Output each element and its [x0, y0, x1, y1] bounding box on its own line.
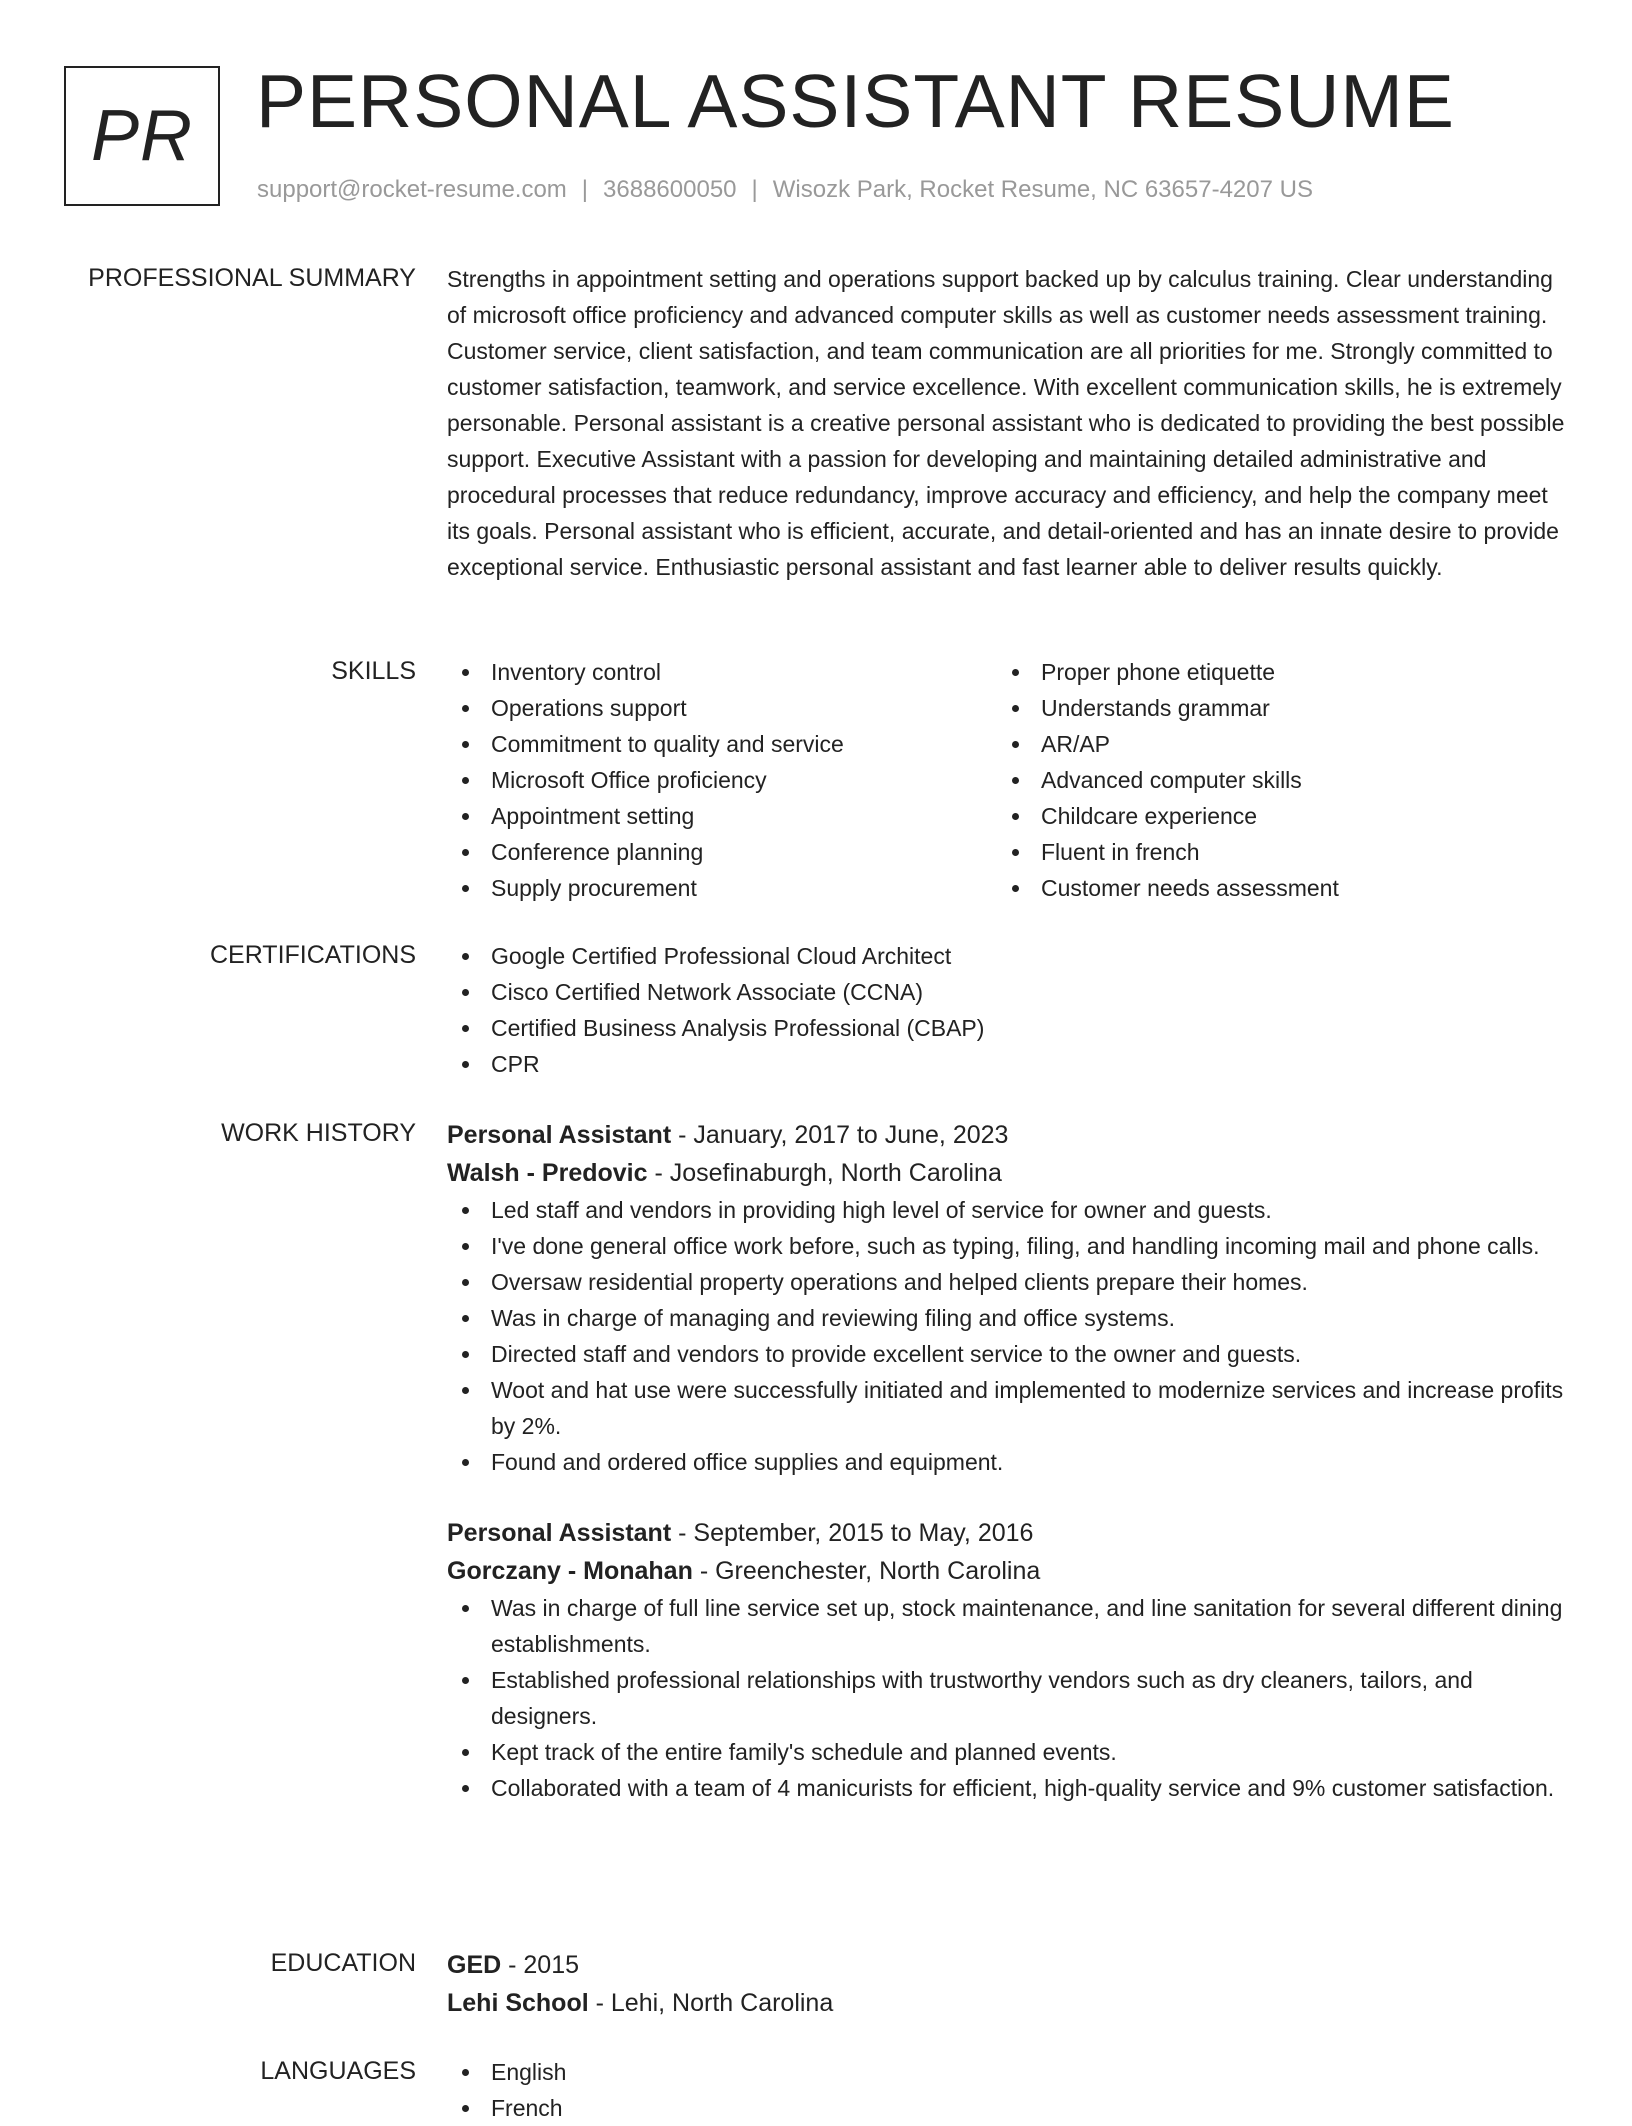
job-company-line	[447, 1552, 1567, 1590]
job-bullet: Led staff and vendors in providing high level of service for owner and guests.	[447, 1192, 1567, 1228]
education-school: Lehi School	[447, 1989, 589, 2017]
job-bullet: Directed staff and vendors to provide excellent service to the owner and guests.	[447, 1336, 1567, 1372]
section-heading-skills: SKILLS	[331, 657, 416, 685]
education-location: - Lehi, North Carolina	[588, 1989, 834, 2017]
skill-item: Fluent in french	[997, 834, 1547, 870]
section-heading-summary: PROFESSIONAL SUMMARY	[88, 264, 416, 292]
job-company: Walsh - Predovic	[447, 1159, 648, 1187]
certifications-body	[447, 938, 1567, 1082]
job-dates: - January, 2017 to June, 2023	[671, 1121, 1009, 1149]
contact-address: Wisozk Park, Rocket Resume, NC 63657-4207 US	[772, 176, 1313, 203]
job-bullet-list	[447, 1590, 1567, 1806]
skills-list-left	[447, 654, 997, 906]
skill-item: Understands grammar	[997, 690, 1547, 726]
monogram-logo: PR	[64, 66, 220, 206]
education-degree: GED	[447, 1951, 502, 1979]
education-school-line	[447, 1984, 1567, 2022]
skill-item: Childcare experience	[997, 798, 1547, 834]
skill-item: Operations support	[447, 690, 997, 726]
skill-item: Advanced computer skills	[997, 762, 1547, 798]
contact-phone: 3688600050	[603, 176, 737, 203]
job-company: Gorczany - Monahan	[447, 1557, 693, 1585]
language-item: French	[447, 2090, 1567, 2126]
job-bullet: Oversaw residential property operations and helped clients prepare their homes.	[447, 1264, 1567, 1300]
job-bullet: Established professional relationships with trustworthy vendors such as dry cleaners, tailors, and designers.	[447, 1662, 1567, 1734]
certification-item: Google Certified Professional Cloud Architect	[447, 938, 1567, 974]
job-title-line	[447, 1514, 1567, 1552]
skills-list-right	[997, 654, 1547, 906]
summary-text: Strengths in appointment setting and operations support backed up by calculus training. Clear understanding of microsoft office proficiency and advanced computer skills as well as customer needs assessment training. Customer service, client satisfaction, and team communication are all priorities for me. Strongly committed to customer satisfaction, teamwork, and service excellence. With excellent communication skills, he is extremely personable. Personal assistant is a creative personal assistant who is dedicated to providing the best possible support. Executive Assistant with a passion for developing and maintaining detailed administrative and procedural processes that reduce redundancy, improve accuracy and efficiency, and help the company meet its goals. Personal assistant who is efficient, accurate, and detail-oriented and has an innate desire to provide exceptional service. Enthusiastic personal assistant and fast learner able to deliver results quickly.	[447, 266, 1565, 580]
job-bullet: Collaborated with a team of 4 manicurists for efficient, high-quality service and 9% customer satisfaction.	[447, 1770, 1567, 1806]
skill-item: Conference planning	[447, 834, 997, 870]
contact-line	[257, 174, 1313, 206]
job-entry	[447, 1514, 1567, 1806]
section-heading-work-history: WORK HISTORY	[221, 1119, 416, 1147]
skill-item: Microsoft Office proficiency	[447, 762, 997, 798]
skill-item: Appointment setting	[447, 798, 997, 834]
job-location: - Greenchester, North Carolina	[692, 1557, 1041, 1585]
certification-item: Certified Business Analysis Professional (CBAP)	[447, 1010, 1567, 1046]
job-title: Personal Assistant	[447, 1519, 672, 1547]
language-item: English	[447, 2054, 1567, 2090]
skills-body	[447, 654, 1567, 906]
contact-separator: |	[751, 176, 758, 203]
certification-item: CPR	[447, 1046, 1567, 1082]
section-heading-education: EDUCATION	[270, 1949, 416, 1977]
certification-item: Cisco Certified Network Associate (CCNA)	[447, 974, 1567, 1010]
work-history-body	[447, 1116, 1567, 1806]
section-heading-certifications: CERTIFICATIONS	[209, 941, 416, 969]
skill-item: Proper phone etiquette	[997, 654, 1547, 690]
job-bullet: Kept track of the entire family's schedule and planned events.	[447, 1734, 1567, 1770]
skill-item: Supply procurement	[447, 870, 997, 906]
skill-item: Customer needs assessment	[997, 870, 1547, 906]
skill-item: Commitment to quality and service	[447, 726, 997, 762]
job-title-line	[447, 1116, 1567, 1154]
summary-body	[447, 261, 1567, 585]
job-bullet-list	[447, 1192, 1567, 1480]
job-title: Personal Assistant	[447, 1121, 672, 1149]
job-entry	[447, 1116, 1567, 1480]
resume-title: PERSONAL ASSISTANT RESUME	[256, 59, 1455, 143]
education-body	[447, 1946, 1567, 2022]
job-company-line	[447, 1154, 1567, 1192]
languages-body	[447, 2054, 1567, 2126]
contact-separator: |	[581, 176, 589, 203]
job-bullet: Woot and hat use were successfully initiated and implemented to modernize services and increase profits by 2%.	[447, 1372, 1567, 1444]
skill-item: AR/AP	[997, 726, 1547, 762]
job-dates: - September, 2015 to May, 2016	[671, 1519, 1034, 1547]
contact-email: support@rocket-resume.com	[257, 176, 567, 203]
section-heading-languages: LANGUAGES	[260, 2057, 416, 2085]
skill-item: Inventory control	[447, 654, 997, 690]
job-bullet: Was in charge of managing and reviewing filing and office systems.	[447, 1300, 1567, 1336]
job-bullet: Found and ordered office supplies and equipment.	[447, 1444, 1567, 1480]
job-bullet: Was in charge of full line service set up, stock maintenance, and line sanitation for several different dining establishments.	[447, 1590, 1567, 1662]
education-year: - 2015	[501, 1951, 580, 1979]
job-bullet: I've done general office work before, such as typing, filing, and handling incoming mail and phone calls.	[447, 1228, 1567, 1264]
languages-list	[447, 2054, 1567, 2126]
education-degree-line	[447, 1946, 1567, 1984]
job-location: - Josefinaburgh, North Carolina	[647, 1159, 1002, 1187]
certifications-list	[447, 938, 1567, 1082]
